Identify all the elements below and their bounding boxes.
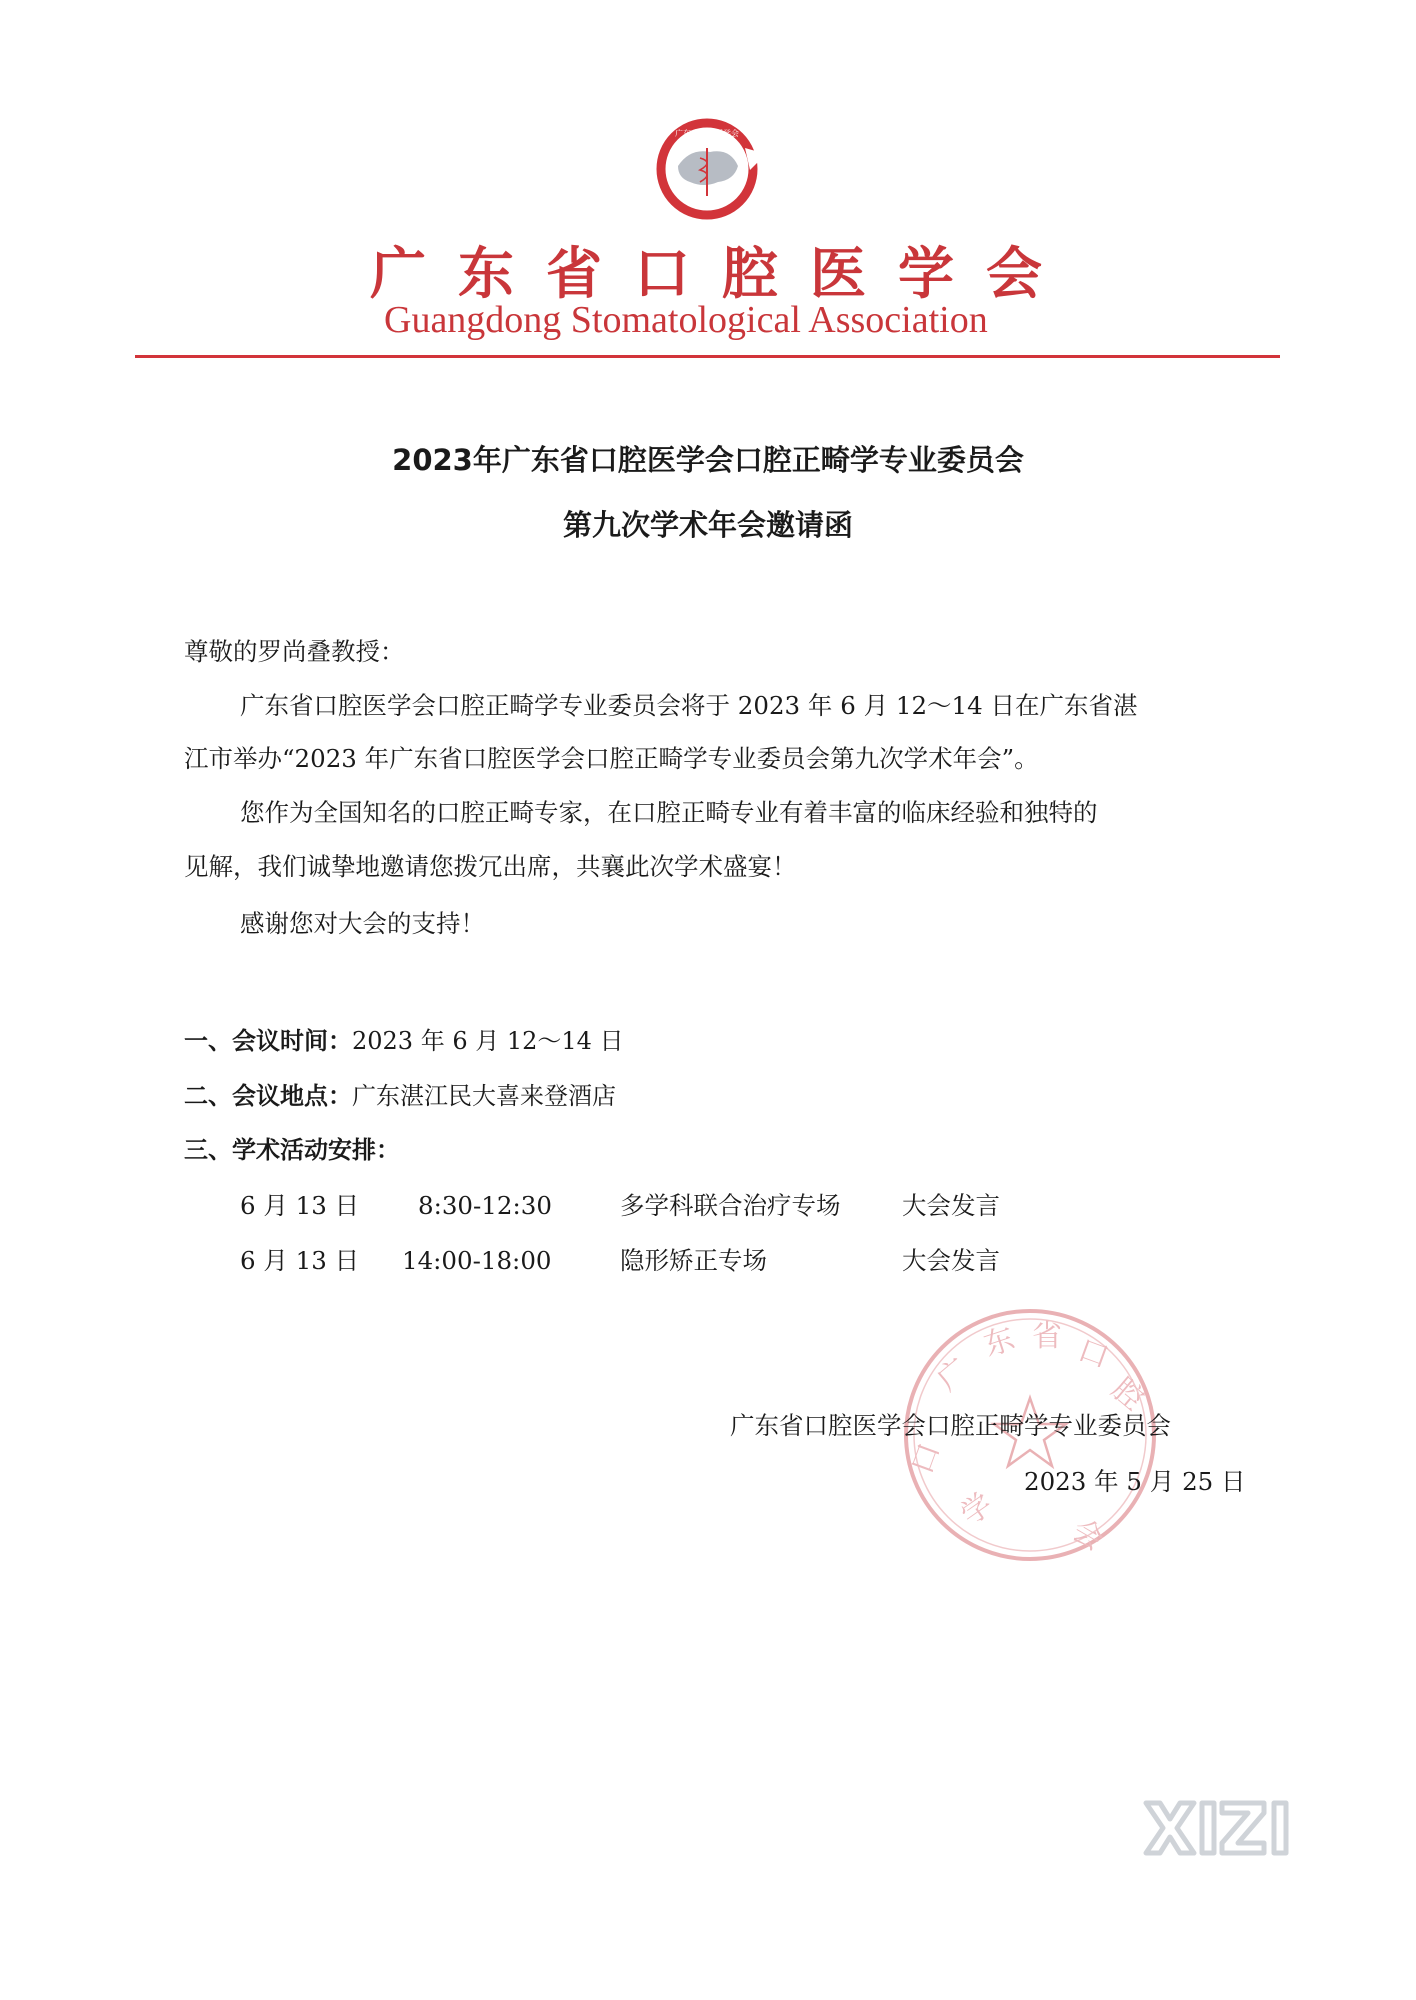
paragraph-3: 感谢您对大会的支持！ bbox=[240, 909, 485, 938]
svg-text:东: 东 bbox=[979, 1321, 1020, 1364]
org-name-english: Guangdong Stomatological Association bbox=[384, 299, 988, 341]
svg-text:广: 广 bbox=[930, 1352, 977, 1399]
meeting-time-label: 一、会议时间： bbox=[184, 1027, 352, 1055]
document-title-line-1: 2023年广东省口腔医学会口腔正畸学专业委员会 bbox=[392, 443, 1024, 477]
schedule-time: 8:30-12:30 bbox=[418, 1191, 552, 1220]
meeting-time-row bbox=[184, 1021, 624, 1061]
svg-text:会: 会 bbox=[1066, 1512, 1110, 1558]
svg-text:广东省口腔医学会: 广东省口腔医学会 bbox=[675, 129, 739, 138]
paragraph-2-line-1: 您作为全国知名的口腔正畸专家，在口腔正畸专业有着丰富的临床经验和独特的 bbox=[240, 798, 1098, 827]
meeting-place-row bbox=[184, 1076, 616, 1116]
salutation: 尊敬的罗尚叠教授： bbox=[184, 637, 405, 666]
paragraph-2-line-2: 见解，我们诚挚地邀请您拨冗出席，共襄此次学术盛宴！ bbox=[184, 852, 797, 881]
svg-text:学: 学 bbox=[954, 1486, 1000, 1533]
xizi-watermark bbox=[1140, 1795, 1316, 1861]
svg-text:腔: 腔 bbox=[1104, 1371, 1151, 1418]
schedule-heading: 三、学术活动安排： bbox=[184, 1136, 400, 1164]
paragraph-1-line-1: 广东省口腔医学会口腔正畸学专业委员会将于 2023 年 6 月 12～14 日在广东省湛 bbox=[240, 691, 1138, 720]
document-title-line-2: 第九次学术年会邀请函 bbox=[562, 508, 853, 542]
schedule-date: 6 月 13 日 bbox=[240, 1191, 360, 1220]
schedule-topic: 隐形矫正专场 bbox=[620, 1246, 767, 1275]
schedule-topic: 多学科联合治疗专场 bbox=[620, 1191, 841, 1220]
paragraph-1-line-2: 江市举办“2023 年广东省口腔医学会口腔正畸学专业委员会第九次学术年会”。 bbox=[184, 744, 1039, 773]
meeting-place-value: 广东湛江民大喜来登酒店 bbox=[352, 1082, 616, 1110]
association-logo bbox=[638, 118, 776, 220]
svg-text:口: 口 bbox=[1073, 1332, 1114, 1376]
org-name-chinese: 广东省口腔医学会 bbox=[370, 242, 1074, 307]
meeting-place-label: 二、会议地点： bbox=[184, 1082, 352, 1110]
schedule-date: 6 月 13 日 bbox=[240, 1246, 360, 1275]
svg-text:口: 口 bbox=[904, 1438, 948, 1479]
schedule-time: 14:00-18:00 bbox=[402, 1246, 552, 1275]
svg-text:省: 省 bbox=[1032, 1319, 1062, 1354]
meeting-time-value: 2023 年 6 月 12～14 日 bbox=[352, 1027, 624, 1055]
schedule-format: 大会发言 bbox=[902, 1246, 1000, 1275]
header-divider bbox=[135, 355, 1280, 358]
signature-organization: 广东省口腔医学会口腔正畸学专业委员会 bbox=[730, 1411, 1171, 1440]
schedule-format: 大会发言 bbox=[902, 1191, 1000, 1220]
signature-date: 2023 年 5 月 25 日 bbox=[1024, 1467, 1246, 1496]
